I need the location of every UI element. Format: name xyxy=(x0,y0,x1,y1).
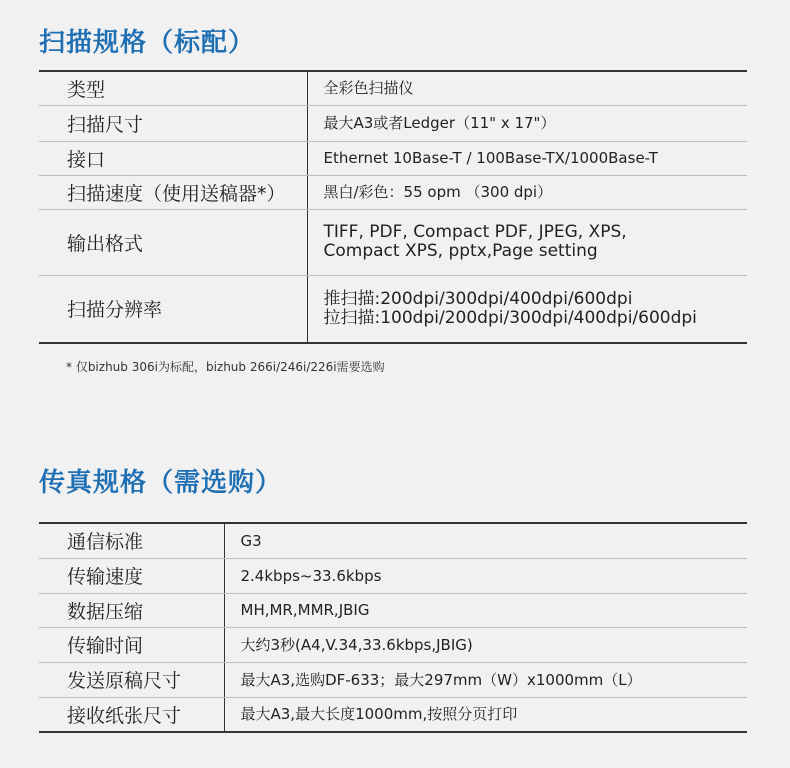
table-row xyxy=(39,175,747,209)
row-label: 接口 xyxy=(39,141,307,175)
row-value: MH,MR,MMR,JBIG xyxy=(224,593,747,627)
row-label: 通信标准 xyxy=(39,523,224,558)
table-row xyxy=(39,523,747,558)
table-row xyxy=(39,141,747,175)
row-label: 扫描分辨率 xyxy=(39,275,307,343)
row-value xyxy=(307,209,747,275)
table-row xyxy=(39,71,747,105)
table-row xyxy=(39,662,747,697)
row-value: 2.4kbps~33.6kbps xyxy=(224,558,747,593)
table-row xyxy=(39,105,747,141)
table-row xyxy=(39,558,747,593)
row-label: 数据压缩 xyxy=(39,593,224,627)
table-row xyxy=(39,593,747,627)
row-value: 全彩色扫描仪 xyxy=(307,71,747,105)
row-value-line: 推扫描:200dpi/300dpi/400dpi/600dpi xyxy=(323,288,633,309)
table-row xyxy=(39,209,747,275)
row-value-line: 拉扫描:100dpi/200dpi/300dpi/400dpi/600dpi xyxy=(323,307,697,328)
scan-spec-title: 扫描规格（标配） xyxy=(39,28,256,58)
row-value: 最大A3,最大长度1000mm,按照分页打印 xyxy=(224,697,747,732)
row-label: 传输速度 xyxy=(39,558,224,593)
scan-spec-table xyxy=(39,70,747,344)
table-row xyxy=(39,697,747,732)
row-value-line: TIFF, PDF, Compact PDF, JPEG, XPS, xyxy=(323,222,627,242)
row-label: 发送原稿尺寸 xyxy=(39,662,224,697)
row-label: 类型 xyxy=(39,71,307,105)
row-value: 黑白/彩色：55 opm （300 dpi） xyxy=(307,175,747,209)
table-row xyxy=(39,627,747,662)
row-value-line: Compact XPS, pptx,Page setting xyxy=(323,241,598,261)
row-label: 扫描速度（使用送稿器*） xyxy=(39,175,307,209)
row-value: G3 xyxy=(224,523,747,558)
row-value: 大约3秒(A4,V.34,33.6kbps,JBIG) xyxy=(224,627,747,662)
row-value: Ethernet 10Base-T / 100Base-TX/1000Base-T xyxy=(307,141,747,175)
row-label: 接收纸张尺寸 xyxy=(39,697,224,732)
row-label: 扫描尺寸 xyxy=(39,105,307,141)
row-value: 最大A3,选购DF-633；最大297mm（W）x1000mm（L） xyxy=(224,662,747,697)
scan-footnote: * 仅bizhub 306i为标配，bizhub 266i/246i/226i需要选购 xyxy=(66,360,385,374)
row-value: 最大A3或者Ledger（11" x 17"） xyxy=(307,105,747,141)
table-row xyxy=(39,275,747,343)
row-value xyxy=(307,275,747,343)
row-label: 传输时间 xyxy=(39,627,224,662)
fax-spec-title: 传真规格（需选购） xyxy=(39,468,283,498)
fax-spec-table xyxy=(39,522,747,733)
row-label: 输出格式 xyxy=(39,209,307,275)
